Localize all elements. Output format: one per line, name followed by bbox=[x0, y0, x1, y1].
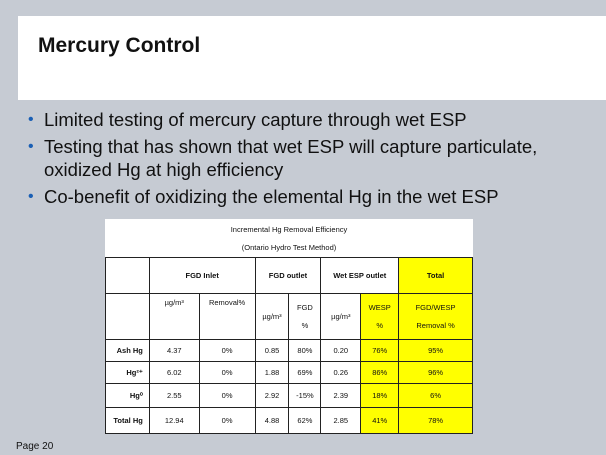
title-box bbox=[18, 16, 606, 100]
table-cell: 41% bbox=[361, 407, 399, 433]
row-label: Ash Hg bbox=[106, 339, 150, 361]
subheader: µg/m³ bbox=[321, 293, 361, 339]
subheader: WESP % bbox=[361, 293, 399, 339]
subheader: Removal% bbox=[199, 293, 255, 339]
group-header: FGD Inlet bbox=[149, 257, 255, 293]
table-row bbox=[106, 383, 473, 407]
row-label: Hg⁰ bbox=[106, 383, 150, 407]
table-cell: 2.92 bbox=[255, 383, 289, 407]
group-header: FGD outlet bbox=[255, 257, 321, 293]
table-cell: 2.55 bbox=[149, 383, 199, 407]
table-cell: 18% bbox=[361, 383, 399, 407]
subheader: FGD % bbox=[289, 293, 321, 339]
table-caption: Incremental Hg Removal Efficiency bbox=[230, 224, 348, 234]
row-label: Hg²⁺ bbox=[106, 361, 150, 383]
subheader-blank bbox=[106, 293, 150, 339]
subheader: µg/m³ bbox=[255, 293, 289, 339]
efficiency-table bbox=[105, 219, 473, 434]
table-cell: 86% bbox=[361, 361, 399, 383]
table-cell: 0.85 bbox=[255, 339, 289, 361]
table-cell: 12.94 bbox=[149, 407, 199, 433]
table-cell: 2.85 bbox=[321, 407, 361, 433]
table-cell: 2.39 bbox=[321, 383, 361, 407]
subheader: µg/m³ bbox=[149, 293, 199, 339]
table-cell: 69% bbox=[289, 361, 321, 383]
table-cell: 0% bbox=[199, 383, 255, 407]
table-cell: 0.20 bbox=[321, 339, 361, 361]
bullet-list bbox=[28, 108, 598, 212]
table-row bbox=[106, 407, 473, 433]
slide-title: Mercury Control bbox=[38, 34, 201, 57]
table-cell: -15% bbox=[289, 383, 321, 407]
row-label: Total Hg bbox=[106, 407, 150, 433]
table-cell: 1.88 bbox=[255, 361, 289, 383]
bullet-icon: • bbox=[28, 138, 34, 155]
table-cell: 0% bbox=[199, 407, 255, 433]
bullet-item bbox=[28, 185, 598, 208]
group-header: Total bbox=[399, 257, 473, 293]
table-subcaption: (Ontario Hydro Test Method) bbox=[241, 243, 337, 253]
bullet-item bbox=[28, 108, 598, 131]
page-number: Page 20 bbox=[16, 441, 54, 452]
table-cell: 4.88 bbox=[255, 407, 289, 433]
bullet-icon: • bbox=[28, 188, 34, 205]
table-cell: 6.02 bbox=[149, 361, 199, 383]
table-cell: 80% bbox=[289, 339, 321, 361]
bullet-item bbox=[28, 135, 598, 181]
table-cell: 0% bbox=[199, 339, 255, 361]
table-cell: 78% bbox=[399, 407, 473, 433]
table-cell: 0.26 bbox=[321, 361, 361, 383]
bullet-text: Co-benefit of oxidizing the elemental Hg in the wet ESP bbox=[44, 186, 499, 207]
bullet-text: Testing that has shown that wet ESP will capture particulate, oxidized Hg at high efficiency bbox=[44, 136, 538, 180]
subheader: FGD/WESP Removal % bbox=[399, 293, 473, 339]
table-row bbox=[106, 339, 473, 361]
table-cell: 6% bbox=[399, 383, 473, 407]
group-header: Wet ESP outlet bbox=[321, 257, 399, 293]
table-cell: 4.37 bbox=[149, 339, 199, 361]
table-cell: 62% bbox=[289, 407, 321, 433]
table-row bbox=[106, 361, 473, 383]
bullet-text: Limited testing of mercury capture through wet ESP bbox=[44, 109, 467, 130]
table-cell: 95% bbox=[399, 339, 473, 361]
table-cell: 96% bbox=[399, 361, 473, 383]
table-cell: 0% bbox=[199, 361, 255, 383]
bullet-icon: • bbox=[28, 111, 34, 128]
table-cell: 76% bbox=[361, 339, 399, 361]
efficiency-table-panel bbox=[105, 219, 473, 433]
header-blank bbox=[106, 257, 150, 293]
